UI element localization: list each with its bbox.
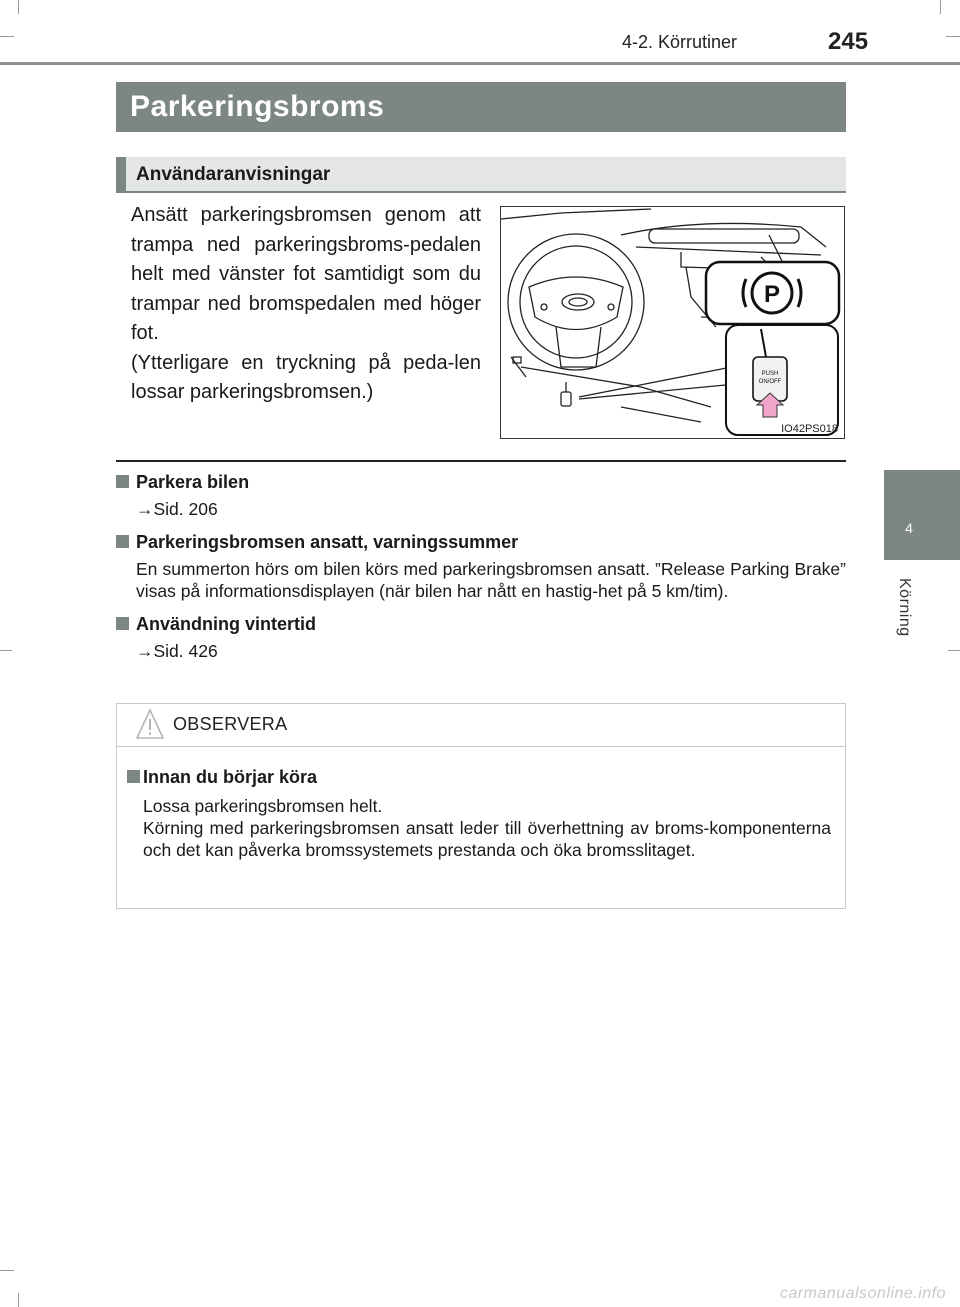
- intro-paragraph: Ansätt parkeringsbromsen genom att trampa ned parkeringsbroms-pedalen helt med vänster fot samtidigt som du trampar ned bromspedalen med höger fot.: [131, 204, 481, 344]
- svg-text:ON/OFF: ON/OFF: [758, 379, 782, 385]
- subsection-title: Användaranvisningar: [136, 164, 331, 185]
- caution-header: [117, 704, 845, 747]
- chapter-tab-label: Körning: [896, 578, 913, 637]
- crop-mark: [946, 36, 960, 37]
- crop-mark: [940, 0, 941, 14]
- parking-icon-label: P: [763, 281, 781, 308]
- dashboard-drawing: [501, 207, 844, 438]
- crop-mark: [0, 1270, 14, 1271]
- caution-heading: Innan du börjar köra: [143, 767, 318, 787]
- crop-mark: [948, 650, 960, 651]
- crop-mark: [0, 36, 14, 37]
- page-number: 245: [828, 28, 869, 55]
- caution-label: OBSERVERA: [173, 714, 288, 734]
- note-text: →Sid. 426: [136, 641, 218, 661]
- caution-text: Körning med parkeringsbromsen ansatt leder till överhettning av broms-komponenterna och det kan påverka bromssystemets prestanda och öka bromsslitaget.: [143, 818, 831, 860]
- note-item: [116, 530, 846, 602]
- chapter-tab-number: 4: [905, 520, 913, 536]
- note-text: →Sid. 206: [136, 499, 218, 519]
- caution-text: Lossa parkeringsbromsen helt.: [143, 796, 383, 816]
- watermark: carmanualsonline.info: [779, 1285, 946, 1302]
- note-heading: Parkeringsbromsen ansatt, varningssummer: [136, 532, 519, 552]
- header-rule: [0, 62, 960, 65]
- intro-text: [131, 201, 481, 408]
- caution-box: [116, 703, 846, 909]
- bullet-square-icon: [116, 475, 129, 488]
- crop-mark: [0, 650, 12, 651]
- crop-mark: [18, 0, 19, 14]
- section-title: Parkeringsbroms: [116, 82, 846, 132]
- note-heading: Användning vintertid: [136, 614, 316, 634]
- svg-text:PUSH: PUSH: [761, 371, 779, 377]
- figure-code: IO42PS018: [781, 423, 838, 435]
- intro-paragraph: (Ytterligare en tryckning på peda-len lossar parkeringsbromsen.): [131, 351, 481, 403]
- subsection-marker: [116, 157, 126, 191]
- warning-triangle-icon: [135, 708, 165, 740]
- notes-list: [116, 470, 846, 672]
- note-item: [116, 470, 846, 520]
- bullet-square-icon: [116, 617, 129, 630]
- note-text: En summerton hörs om bilen körs med parkeringsbromsen ansatt. ”Release Parking Brake” visas på informationsdisplayen (när bilen har nått en hastig-het på 5 km/tim).: [136, 559, 846, 601]
- chapter-tab: [884, 470, 960, 560]
- bullet-square-icon: [116, 535, 129, 548]
- bullet-square-icon: [127, 770, 140, 783]
- section-divider: [116, 460, 846, 462]
- parking-brake-illustration: [500, 206, 845, 439]
- crop-mark: [18, 1293, 19, 1307]
- chapter-reference: 4-2. Körrutiner: [622, 32, 738, 52]
- note-heading: Parkera bilen: [136, 472, 250, 492]
- note-item: [116, 612, 846, 662]
- subsection-header: [116, 157, 846, 193]
